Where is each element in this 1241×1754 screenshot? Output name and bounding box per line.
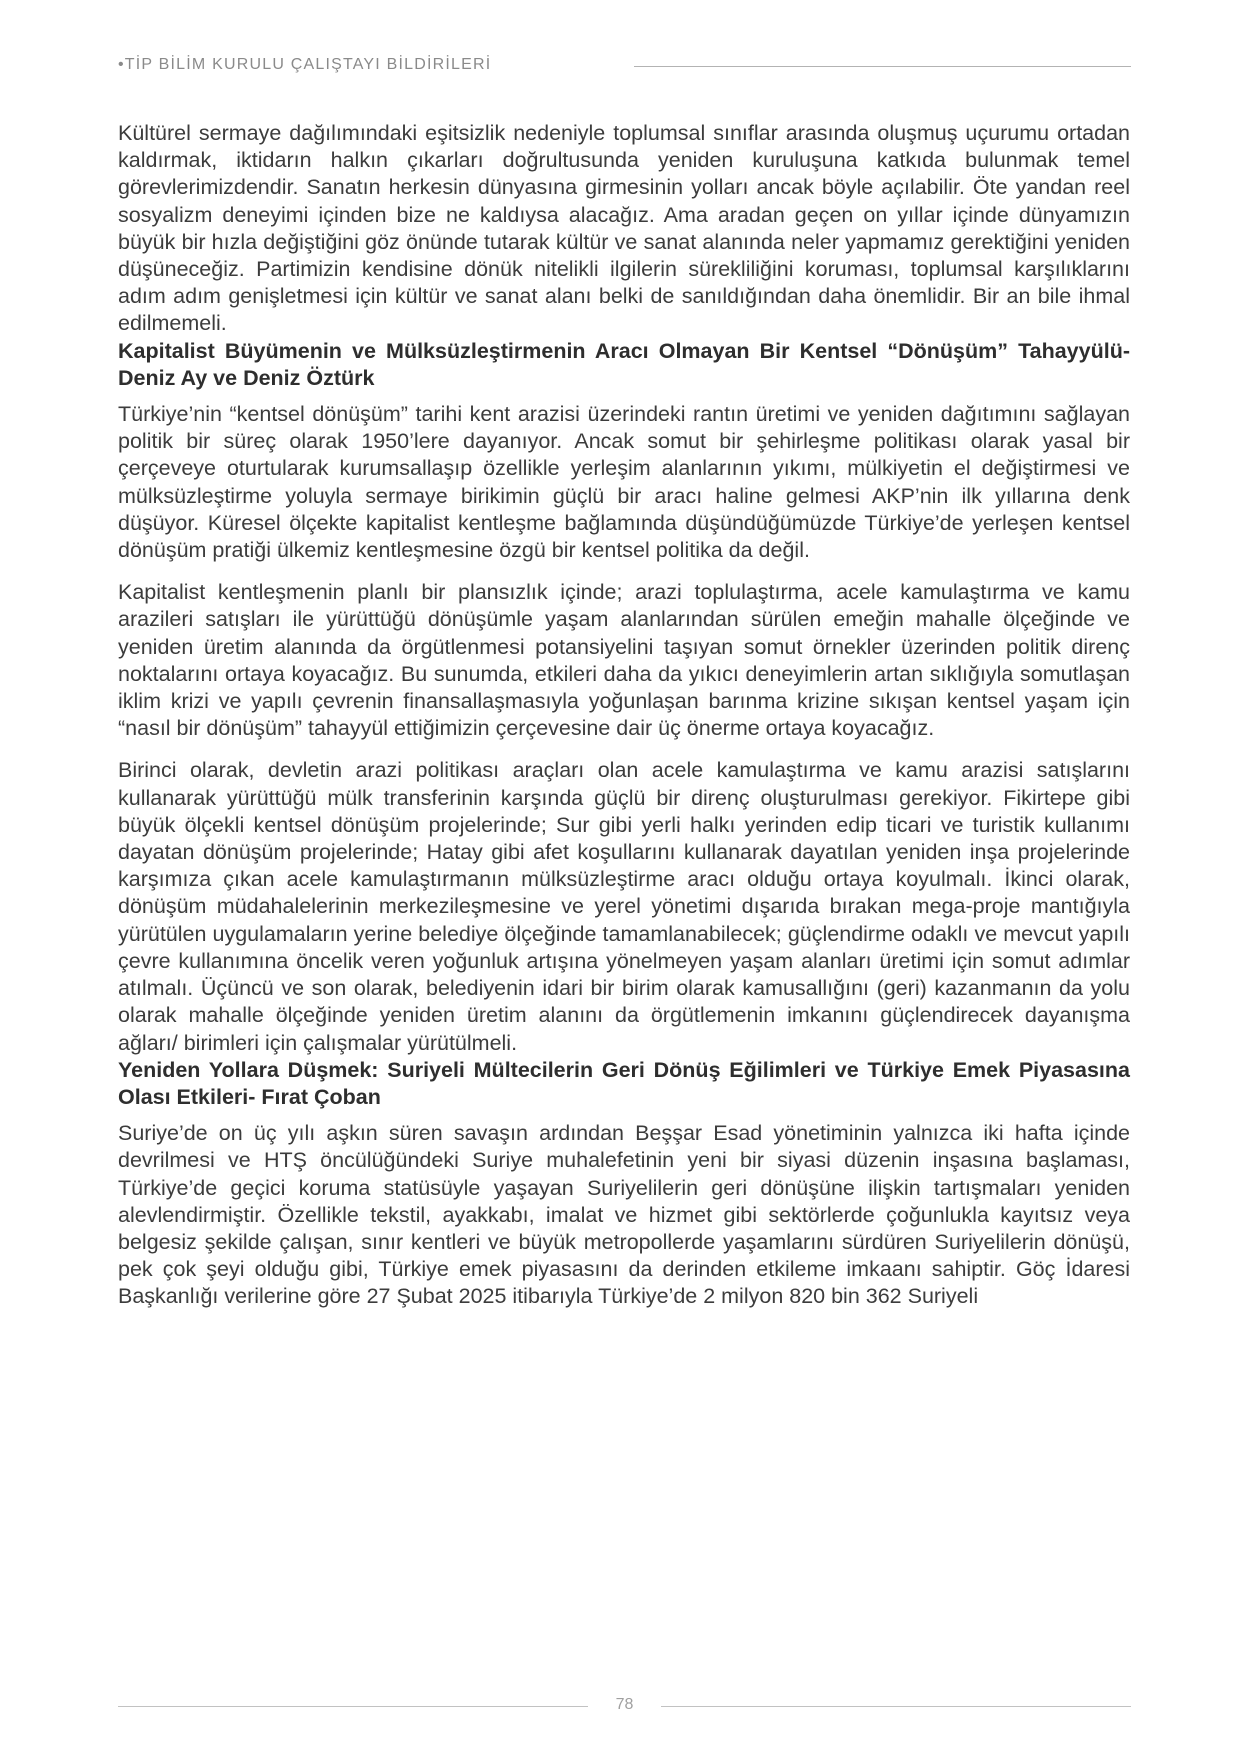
- section-syrian-refugees: [118, 1057, 1130, 1311]
- section-paragraph: Suriye’de on üç yılı aşkın süren savaşın ardından Beşşar Esad yönetiminin yalnızca iki hafta içinde devrilmesi ve HTŞ öncülüğündeki Suriye muhalefetinin yeni bir siyasi düzenin inşasına başlaması, Türkiye’de geçici koruma statüsüyle yaşayan Suriyelilerin geri dönüşüne ilişkin tartışmaları yeniden alevlendirmiştir. Özellikle tekstil, ayakkabı, imalat ve hizmet gibi sektörlerde çoğunlukla kayıtsız veya belgesiz şekilde çalışan, sınır kentleri ve büyük metropollerde yaşamlarını sürdüren Suriyelilerin dönüşü, pek çok şeyi olduğu gibi, Türkiye emek piyasasını da derinden etkileme imkaanı sahiptir. Göç İdaresi Başkanlığı verilerine göre 27 Şubat 2025 itibarıyla Türkiye’de 2 milyon 820 bin 362 Suriyeli: [118, 1121, 1130, 1309]
- intro-paragraph: Kültürel sermaye dağılımındaki eşitsizlik nedeniyle toplumsal sınıflar arasında oluşmuş uçurumu ortadan kaldırmak, iktidarın halkın çıkarları doğrultusunda yeniden kuruluşuna katkıda bulunmak temel görevlerimizdendir. Sanatın herkesin dünyasına girmesinin yolları ancak böyle açılabilir. Öte yandan reel sosyalizm deneyimi içinden bize ne kaldıysa alacağız. Ama aradan geçen on yıllar içinde dünyamızın büyük bir hızla değiştiğini göz önünde tutarak kültür ve sanat alanında neler yapmamız gerektiğini yeniden düşüneceğiz. Partimizin kendisine dönük nitelikli ilgilerin sürekliliğini koruması, toplumsal karşılıklarını adım adım genişletmesi için kültür ve sanat alanı belki de sanıldığından daha önemlidir. Bir an bile ihmal edilmemeli.: [118, 121, 1130, 336]
- footer-divider-right: [661, 1706, 1131, 1707]
- running-title: •TİP BİLİM KURULU ÇALIŞTAYI BİLDİRİLERİ: [118, 56, 492, 73]
- running-header: [118, 56, 1131, 80]
- section-title: Kapitalist Büyümenin ve Mülksüzleştirmenin Aracı Olmayan Bir Kentsel “Dönüşüm” Tahayyülü- Deniz Ay ve Deniz Öztürk: [118, 338, 1130, 390]
- section-paragraph: Birinci olarak, devletin arazi politikası araçları olan acele kamulaştırma ve kamu arazisi satışlarını kullanarak yürüttüğü mülk transferinin karşında güçlü bir direnç oluşturulması gerekiyor. Fikirtepe gibi büyük ölçekli kentsel dönüşüm projelerinde; Sur gibi yerli halkı yerinden edip ticari ve turistik kullanımı dayatan dönüşüm projelerinde; Hatay gibi afet koşullarını kullanarak dayatılan yeniden inşa projelerinde karşımıza çıkan acele kamulaştırmanın mülksüzleştirme aracı olduğu ortaya koyulmalı. İkinci olarak, dönüşüm müdahalelerinin merkezileşmesine ve yerel yönetimi dışarıda bırakan mega-proje mantığıyla yürütülen uygulamaların yerine belediye ölçeğinde tamamlanabilecek; güçlendirme odaklı ve mevcut yapılı çevre kullanımına öncelik veren yoğunluk artışına yönelmeyen yaşam alanları üretimi için somut adımlar atılmalı. Üçüncü ve son olarak, belediyenin idari bir birim olarak kamusallığını (geri) kazanmanın da yolu olarak mahalle ölçeğinde yeniden üretim alanını da örgütlemenin imkanını güçlendirecek dayanışma ağları/ birimleri için çalışmalar yürütülmeli.: [118, 758, 1130, 1055]
- page-footer: [118, 1696, 1131, 1716]
- section-paragraph: Kapitalist kentleşmenin planlı bir plansızlık içinde; arazi toplulaştırma, acele kamulaştırma ve kamu arazileri satışları ile yürüttüğü dönüşümle yaşam alanlarından sürülen emeğin mahalle ölçeğinde ve yeniden üretim alanında da örgütlenmesi potansiyelini taşıyan somut örnekler üzerinden politik direnç noktalarını ortaya koyacağız. Bu sunumda, etkileri daha da yıkıcı deneyimlerin artan sıklığıyla somutlaşan iklim krizi ve yapılı çevrenin finansallaşmasıyla yoğunlaşan barınma krizine sıkışan kentsel yaşam için “nasıl bir dönüşüm” tahayyül ettiğimizin çerçevesine dair üç önerme ortaya koyacağız.: [118, 580, 1130, 741]
- page-number: 78: [615, 1696, 634, 1713]
- header-divider: [634, 66, 1131, 67]
- footer-divider-left: [118, 1706, 588, 1707]
- section-urban-transformation: [118, 338, 1130, 1057]
- page-content: [118, 120, 1130, 1311]
- section-title: Yeniden Yollara Düşmek: Suriyeli Mültecilerin Geri Dönüş Eğilimleri ve Türkiye Emek Piyasasına Olası Etkileri- Fırat Çoban: [118, 1057, 1130, 1109]
- section-paragraph: Türkiye’nin “kentsel dönüşüm” tarihi kent arazisi üzerindeki rantın üretimi ve yeniden dağıtımını sağlayan politik bir süreç olarak 1950’lere dayanıyor. Ancak somut bir şehirleşme politikası olarak yasal bir çerçeveye oturtularak kurumsallaşıp özellikle yerleşim alanlarının yıkımı, mülkiyetin el değiştirmesi ve mülksüzleştirme yoluyla sermaye birikimin güçlü bir aracı haline gelmesi AKP’nin ilk yıllarına denk düşüyor. Küresel ölçekte kapitalist kentleşme bağlamında düşündüğümüzde Türkiye’de yerleşen kentsel dönüşüm pratiği ülkemiz kentleşmesine özgü bir kentsel politika da değil.: [118, 402, 1130, 563]
